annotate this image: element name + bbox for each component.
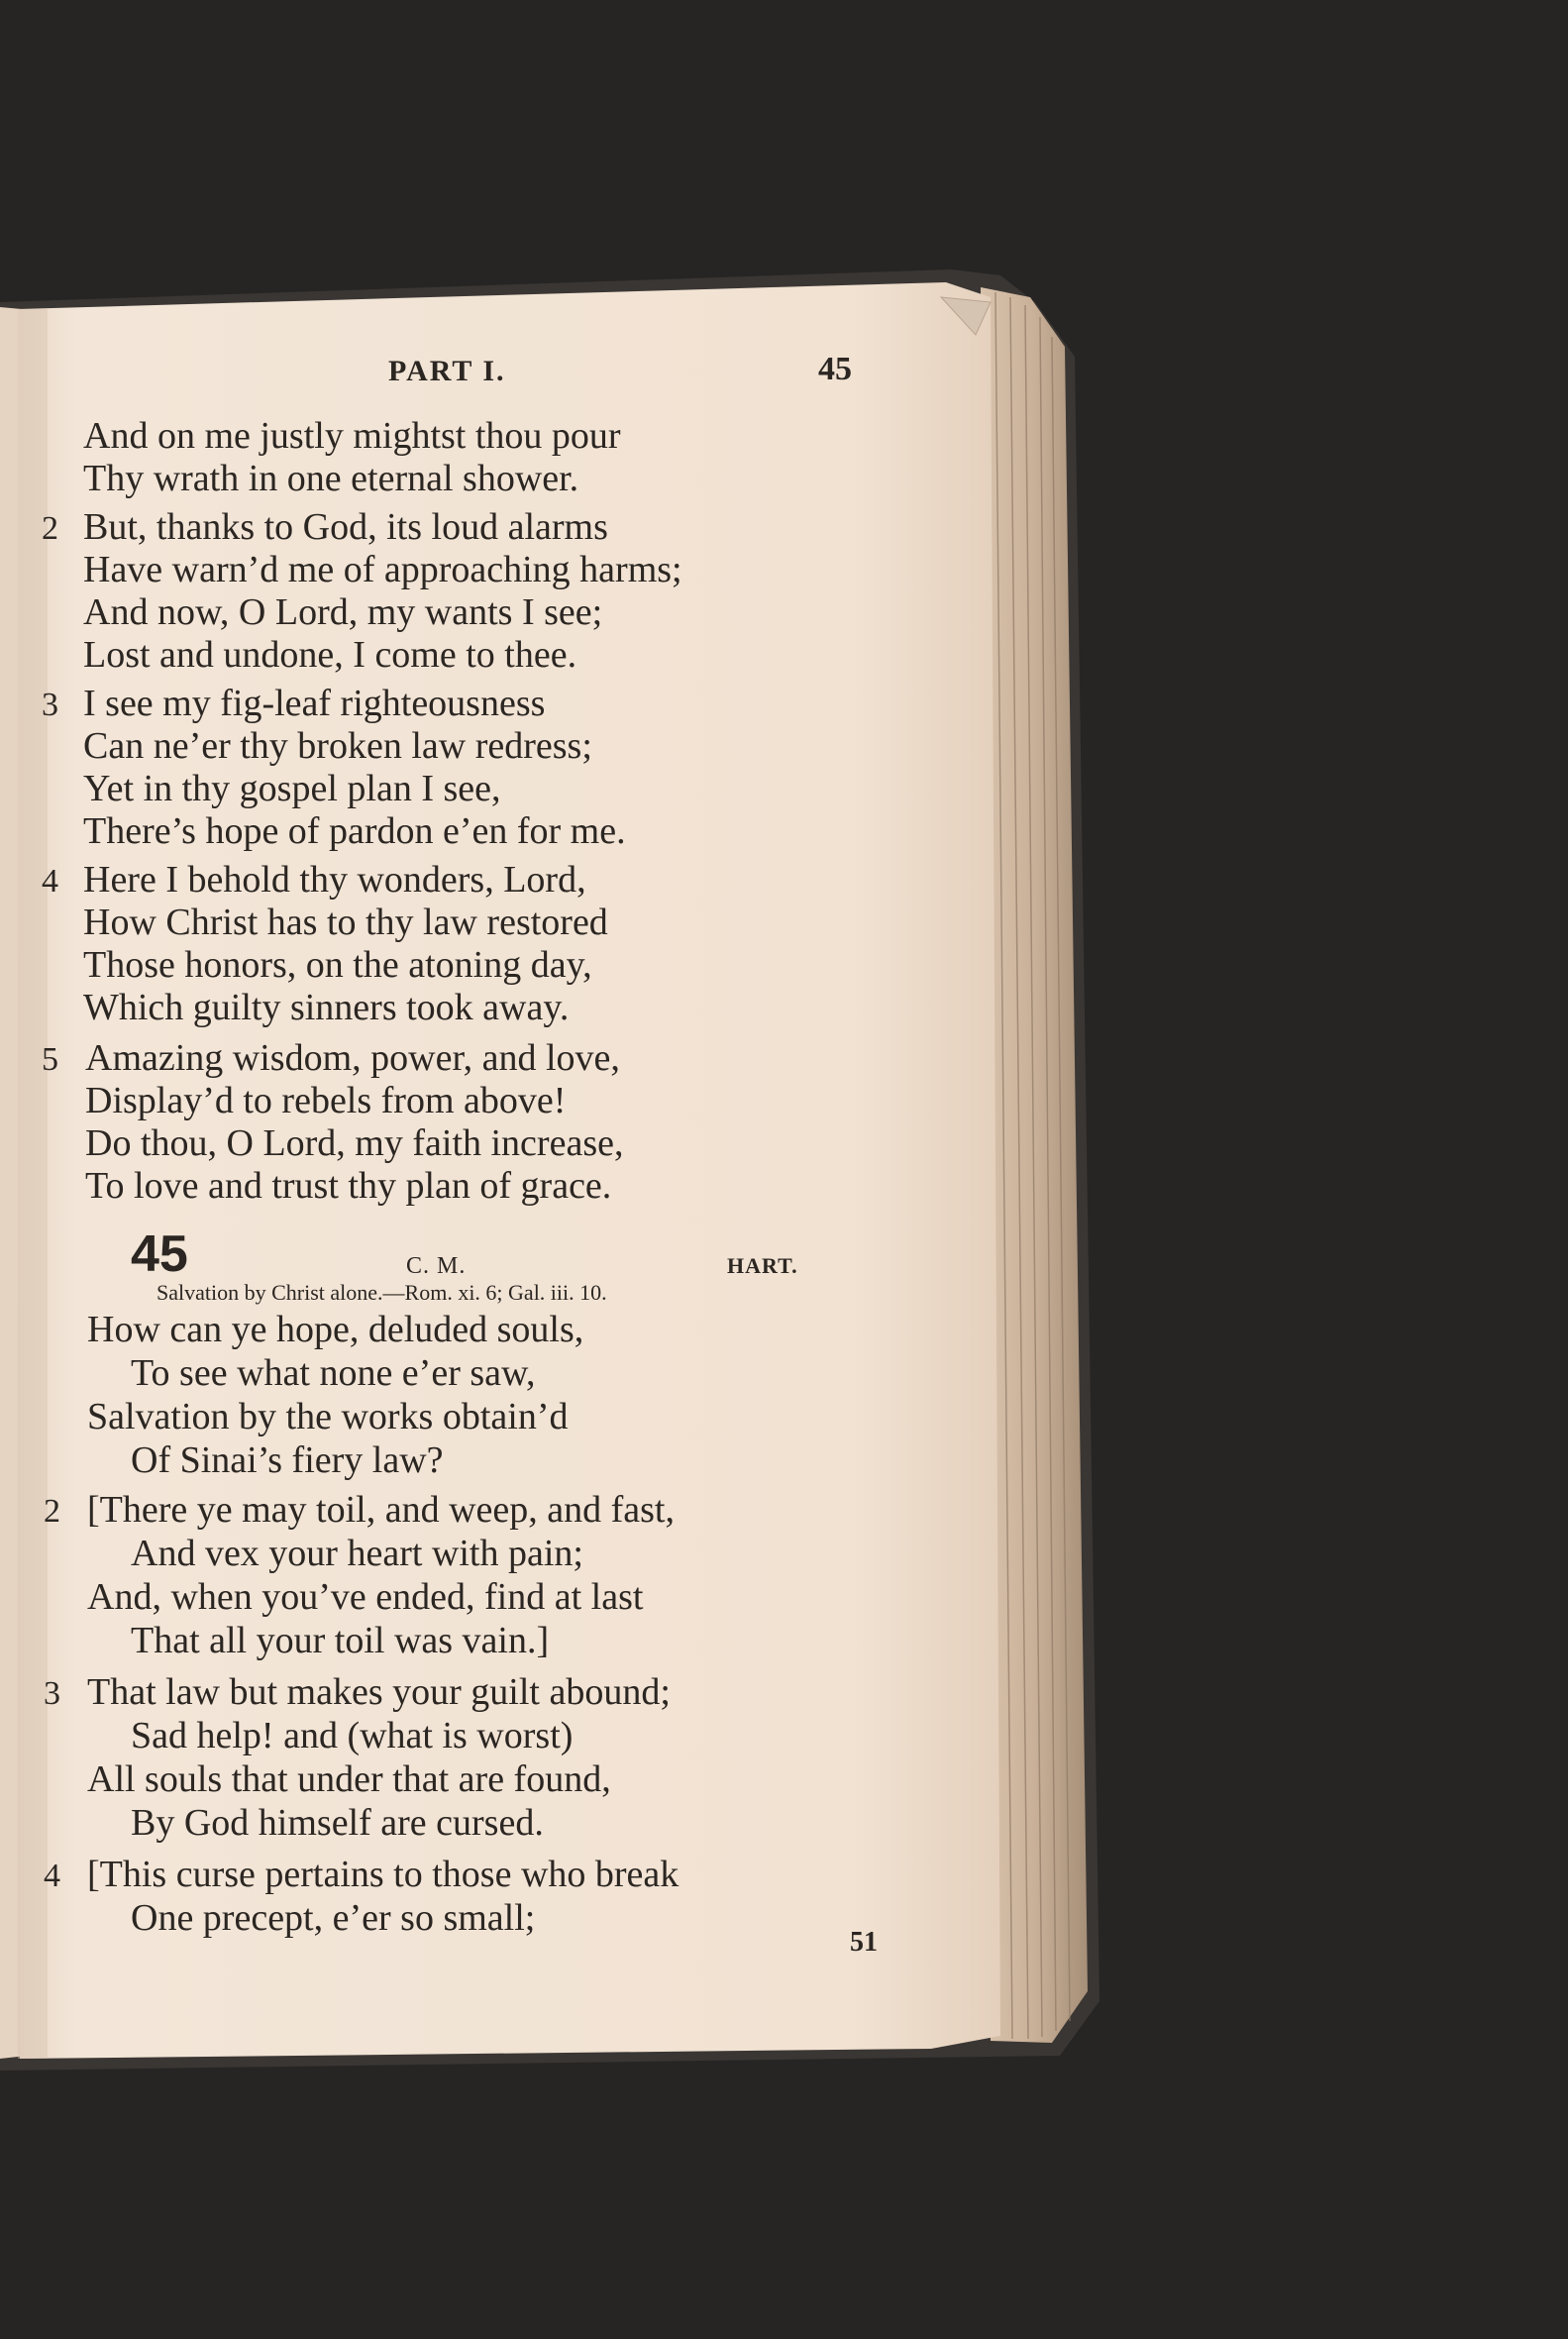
- verse-line: Lost and undone, I come to thee.: [83, 634, 577, 676]
- verse-line: To see what none e’er saw,: [131, 1352, 536, 1394]
- verse-line: [This curse pertains to those who break: [87, 1854, 679, 1895]
- verse-line: And on me justly mightst thou pour: [83, 415, 621, 457]
- verse-line: Of Sinai’s fiery law?: [131, 1439, 444, 1481]
- verse-line: I see my fig-leaf righteousness: [83, 683, 546, 724]
- verse-line: Which guilty sinners took away.: [83, 987, 570, 1028]
- verse-line: But, thanks to God, its loud alarms: [83, 506, 608, 548]
- hymn-subtitle: Salvation by Christ alone.—Rom. xi. 6; Gal. iii. 10.: [157, 1280, 607, 1305]
- verse-line: And now, O Lord, my wants I see;: [83, 591, 603, 633]
- verse-line: Amazing wisdom, power, and love,: [85, 1037, 620, 1079]
- running-header: PART I.: [388, 355, 506, 387]
- verse-line: All souls that under that are found,: [87, 1758, 611, 1800]
- verse-line: One precept, e’er so small;: [131, 1897, 536, 1939]
- hymn-meter: C. M.: [406, 1253, 467, 1279]
- verse-line: Thy wrath in one eternal shower.: [83, 458, 579, 499]
- stanza-number: 4: [42, 863, 58, 900]
- verse-line: Here I behold thy wonders, Lord,: [83, 859, 586, 901]
- verse-line: And vex your heart with pain;: [131, 1533, 583, 1574]
- verse-line: Have warn’d me of approaching harms;: [83, 549, 682, 590]
- verse-line: How Christ has to thy law restored: [83, 902, 608, 943]
- verse-line: That all your toil was vain.]: [131, 1620, 550, 1661]
- page-number: 45: [818, 351, 852, 387]
- stanza-number: 3: [44, 1675, 60, 1712]
- verse-line: [There ye may toil, and weep, and fast,: [87, 1489, 675, 1531]
- verse-line: Salvation by the works obtain’d: [87, 1396, 569, 1437]
- verse-line: Sad help! and (what is worst): [131, 1715, 574, 1756]
- verse-line: Those honors, on the atoning day,: [83, 944, 592, 986]
- stanza-number: 4: [44, 1858, 60, 1894]
- verse-line: By God himself are cursed.: [131, 1802, 544, 1844]
- verse-line: To love and trust thy plan of grace.: [85, 1165, 612, 1207]
- verse-line: And, when you’ve ended, find at last: [87, 1576, 644, 1618]
- printer-signature: 51: [850, 1927, 878, 1958]
- verse-line: There’s hope of pardon e’en for me.: [83, 810, 626, 852]
- verse-line: Display’d to rebels from above!: [85, 1080, 567, 1121]
- verse-line: Do thou, O Lord, my faith increase,: [85, 1122, 624, 1164]
- hymn-number: 45: [131, 1225, 188, 1283]
- verse-line: That law but makes your guilt abound;: [87, 1671, 671, 1713]
- verse-line: How can ye hope, deluded souls,: [87, 1309, 584, 1350]
- stanza-number: 5: [42, 1041, 58, 1078]
- hymn-author: HART.: [727, 1253, 798, 1278]
- stanza-number: 2: [42, 510, 58, 547]
- verse-line: Can ne’er thy broken law redress;: [83, 725, 592, 767]
- stanza-number: 3: [42, 687, 58, 723]
- stanza-number: 2: [44, 1493, 60, 1530]
- verse-line: Yet in thy gospel plan I see,: [83, 768, 501, 809]
